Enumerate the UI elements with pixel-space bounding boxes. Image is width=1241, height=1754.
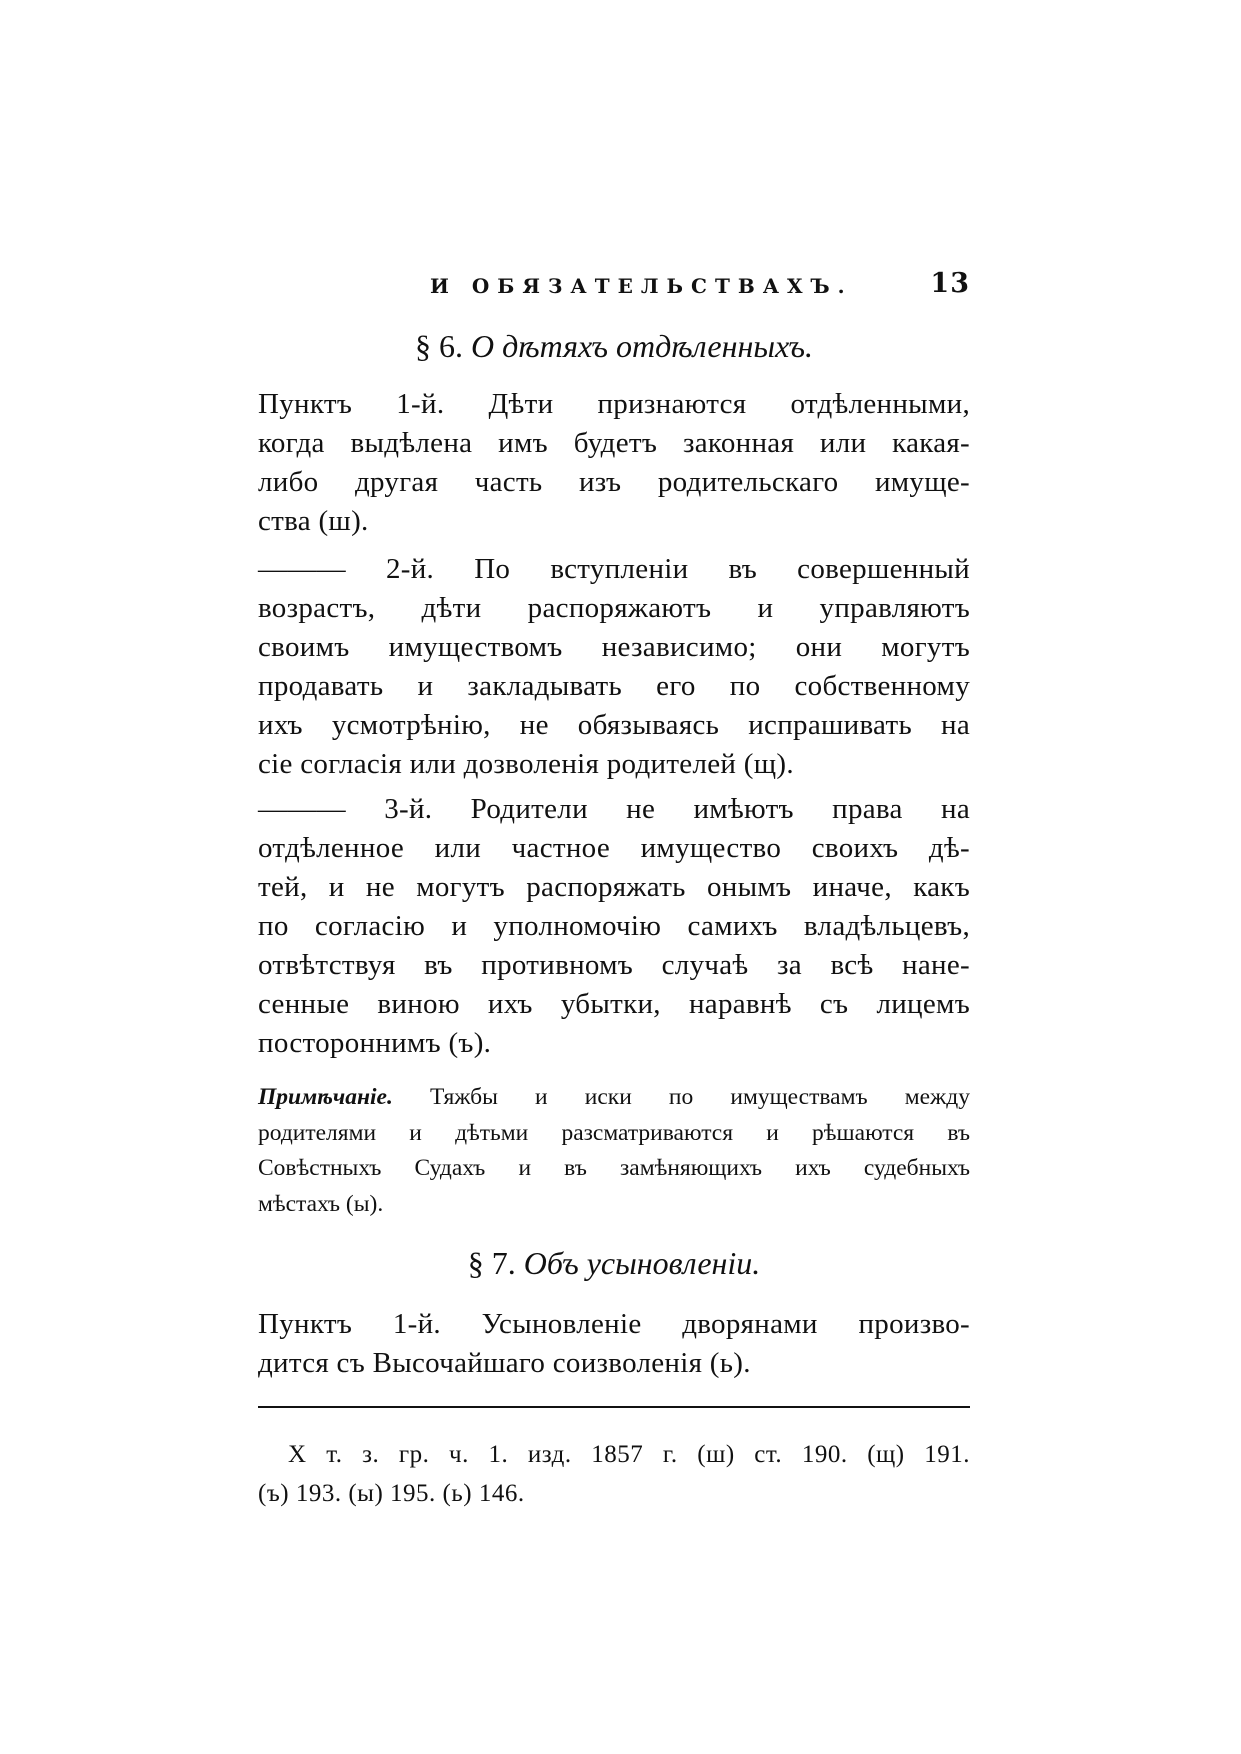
note-first-line [258,1080,970,1116]
paragraph-1 [258,385,970,541]
note-line: мѣстахъ (ы). [258,1190,384,1217]
note [258,1080,970,1222]
section-7-number: § 7. [467,1245,516,1281]
note-line: Совѣстныхъ Судахъ и въ замѣняющихъ ихъ судебныхъ [258,1155,970,1181]
page-number: 13 [930,268,970,299]
paragraph-line: сіе согласія или дозволенія родителей (щ). [258,748,794,780]
paragraph-line: постороннимъ (ъ). [258,1027,492,1059]
paragraph-2 [258,550,970,784]
paragraph-line: своимъ имуществомъ независимо; они могутъ [258,631,970,663]
footnote-line: (ъ) 193. (ы) 195. (ь) 146. [258,1480,525,1507]
paragraph-line: Пунктъ 1-й. Усыновленіе дворянами произво- [258,1308,970,1340]
paragraph-line: когда выдѣлена имъ будетъ законная или какая- [258,427,970,459]
paragraph-line: отдѣленное или частное имущество своихъ дѣ- [258,832,970,864]
paragraph-line: либо другая часть изъ родительскаго имуще- [258,466,970,498]
note-label: Примѣчаніе. [258,1084,393,1110]
running-title: И ОБЯЗАТЕЛЬСТВАХЪ. [430,274,853,298]
paragraph-line: отвѣтствуя въ противномъ случаѣ за всѣ нане- [258,949,970,981]
paragraph-line: сенные виною ихъ убытки, наравнѣ съ лицемъ [258,988,970,1020]
paragraph-line: тей, и не могутъ распоряжать онымъ иначе, какъ [258,871,970,903]
footnote-divider [258,1406,970,1408]
section-7-heading [258,1245,970,1282]
paragraph-4 [258,1305,970,1383]
paragraph-line: ——— 2-й. По вступленіи въ совершенный [258,553,970,585]
running-head [258,268,970,308]
paragraph-line: продавать и закладывать его по собственному [258,670,970,702]
note-text: Тяжбы и иски по имуществамъ между [429,1084,970,1110]
section-7-title: Объ усыновленіи. [523,1245,761,1281]
paragraph-line: по согласію и уполномочію самихъ владѣльцевъ, [258,910,970,942]
footnote-line: X т. з. гр. ч. 1. изд. 1857 г. (ш) ст. 190. (щ) 191. [288,1441,970,1468]
paragraph-line: ства (ш). [258,505,369,537]
section-6-number: § 6. [414,328,463,364]
footnotes [258,1435,970,1513]
paragraph-line: ихъ усмотрѣнію, не обязываясь испрашивать на [258,709,970,741]
section-6-heading [258,328,970,365]
note-line: родителями и дѣтьми разсматриваются и рѣшаются въ [258,1119,970,1146]
paragraph-line: Пунктъ 1-й. Дѣти признаются отдѣленными, [258,388,970,420]
paragraph-line: возрастъ, дѣти распоряжаютъ и управляютъ [258,592,970,624]
paragraph-line: дится съ Высочайшаго соизволенія (ь). [258,1347,751,1379]
section-6-title: О дѣтяхъ отдѣленныхъ. [470,328,814,364]
paragraph-3 [258,790,970,1063]
paragraph-line: ——— 3-й. Родители не имѣютъ права на [258,793,970,825]
